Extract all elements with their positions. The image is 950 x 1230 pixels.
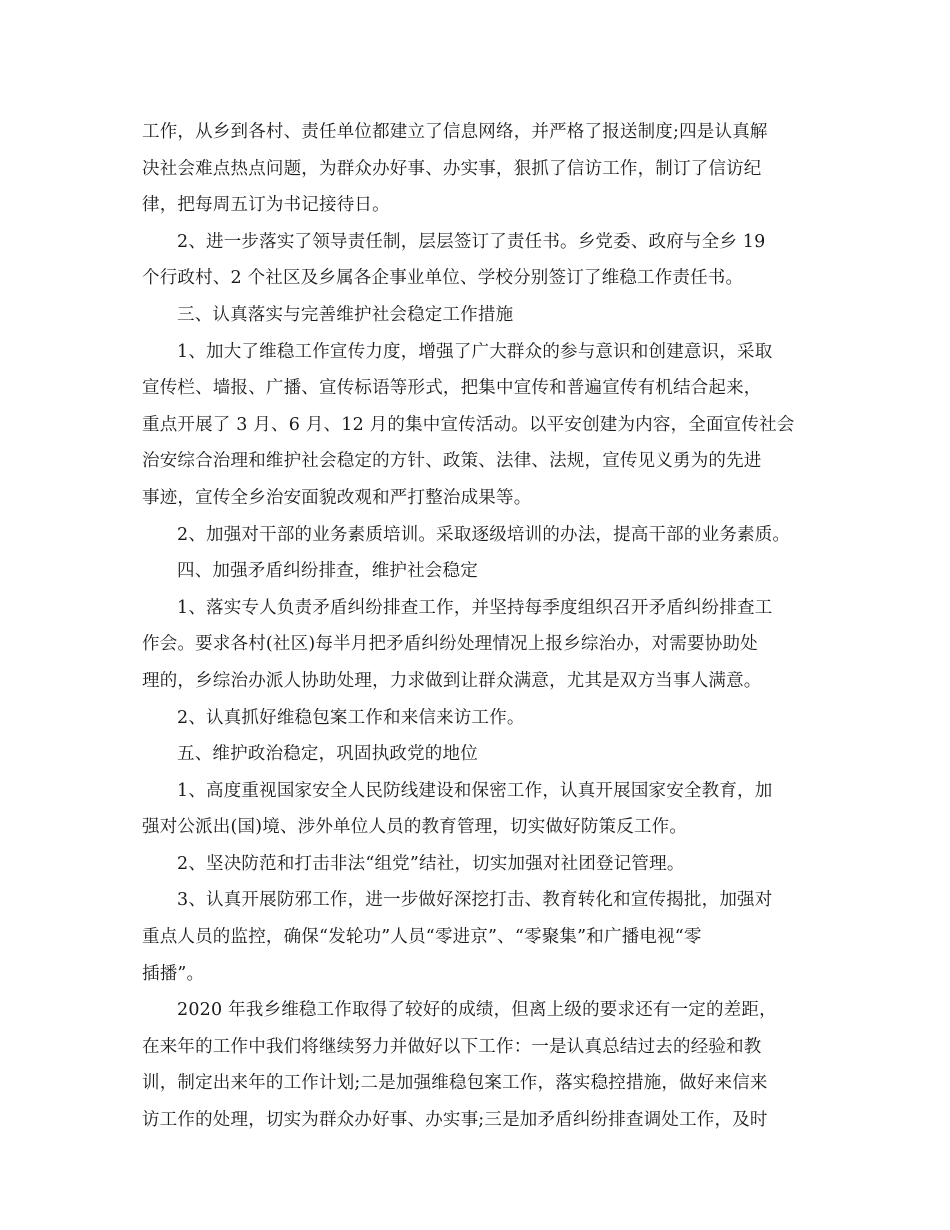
text-line: 2、认真抓好维稳包案工作和来信来访工作。 [177, 707, 525, 728]
text-line: 理的，乡综治办派人协助处理，力求做到让群众满意，尤其是双方当事人满意。 [142, 670, 762, 691]
text-line: 强对公派出(国)境、涉外单位人员的教育管理，切实做好防策反工作。 [142, 817, 688, 838]
text-line: 作会。要求各村(社区)每半月把矛盾纠纷处理情况上报乡综治办，对需要协助处 [142, 634, 758, 655]
text-line: 3、认真开展防邪工作，进一步做好深挖打击、教育转化和宣传揭批，加强对 [177, 890, 773, 911]
text-line: 1、落实专人负责矛盾纠纷排查工作，并坚持每季度组织召开矛盾纠纷排查工 [177, 597, 773, 618]
text-line: 2、加强对干部的业务素质培训。采取逐级培训的办法，提高干部的业务素质。 [177, 524, 791, 545]
text-line: 事迹，宣传全乡治安面貌改观和严打整治成果等。 [142, 487, 532, 508]
text-line: 1、加大了维稳工作宣传力度，增强了广大群众的参与意识和创建意识，采取 [177, 341, 773, 362]
text-line: 插播”。 [142, 963, 205, 984]
text-line: 在来年的工作中我们将继续努力并做好以下工作：一是认真总结过去的经验和教 [142, 1036, 762, 1057]
text-line: 四、加强矛盾纠纷排查，维护社会稳定 [177, 561, 478, 582]
text-line: 重点开展了 3 月、6 月、12 月的集中宣传活动。以平安创建为内容，全面宣传社会 [142, 414, 795, 435]
text-line: 三、认真落实与完善维护社会稳定工作措施 [177, 304, 514, 325]
text-line: 五、维护政治稳定，巩固执政党的地位 [177, 744, 478, 765]
text-line: 工作，从乡到各村、责任单位都建立了信息网络，并严格了报送制度;四是认真解 [142, 122, 768, 142]
text-line: 律，把每周五订为书记接待日。 [142, 195, 390, 216]
text-line: 访工作的处理，切实为群众办好事、办实事;三是加矛盾纠纷排查调处工作，及时 [142, 1110, 768, 1131]
text-line: 2、坚决防范和打击非法“组党”结社，切实加强对社团登记管理。 [177, 853, 685, 874]
text-line: 2、进一步落实了领导责任制，层层签订了责任书。乡党委、政府与全乡 19 [177, 231, 766, 252]
document-body [142, 114, 822, 1139]
text-line: 1、高度重视国家安全人民防线建设和保密工作，认真开展国家安全教育，加 [177, 780, 773, 801]
text-line: 重点人员的监控，确保“发轮功”人员“零进京”、“零聚集”和广播电视“零 [142, 927, 702, 948]
text-line: 宣传栏、墙报、广播、宣传标语等形式，把集中宣传和普遍宣传有机结合起来， [142, 378, 762, 399]
text-line: 个行政村、2 个社区及乡属各企事业单位、学校分别签订了维稳工作责任书。 [142, 268, 744, 289]
text-line: 决社会难点热点问题，为群众办好事、办实事，狠抓了信访工作，制订了信访纪 [142, 158, 762, 179]
text-line: 2020 年我乡维稳工作取得了较好的成绩，但离上级的要求还有一定的差距， [177, 1000, 777, 1021]
text-line: 治安综合治理和维护社会稳定的方针、政策、法律、法规，宣传见义勇为的先进 [142, 451, 762, 472]
text-line: 训，制定出来年的工作计划;二是加强维稳包案工作，落实稳控措施，做好来信来 [142, 1073, 768, 1094]
